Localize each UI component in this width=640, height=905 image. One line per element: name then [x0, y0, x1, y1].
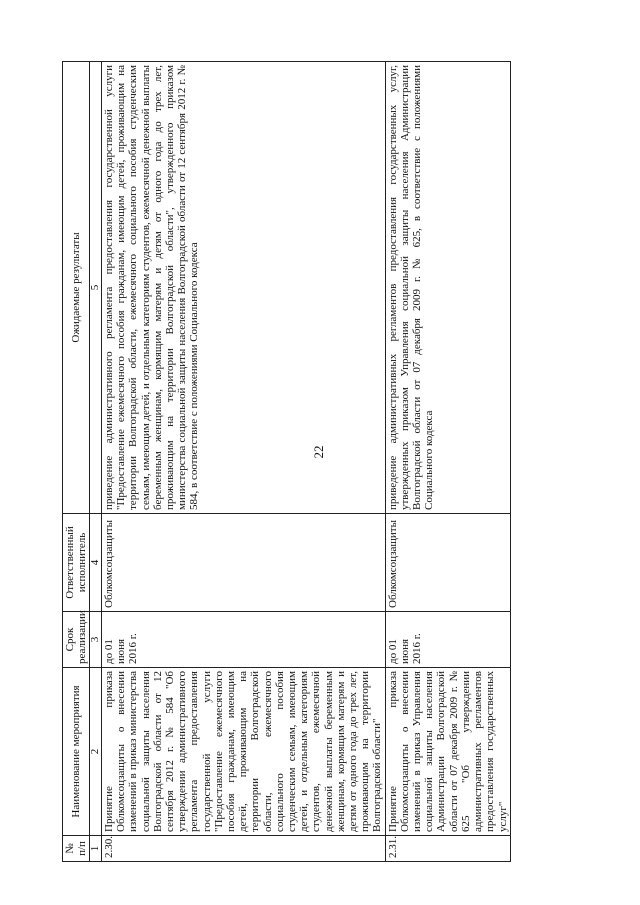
deadline: до 01 июня 2016 г.: [385, 612, 510, 668]
header-executor: Ответственный исполнитель: [63, 514, 90, 612]
measure-name: Принятие приказа Облкомсоцзащиты о внесении изменений в приказ Управления социальной защиты населения Администрации Волгоградской области от 07 декабря 2009 г. № 625 "Об утверждении административных регламентов предоставления государственных услуг": [385, 668, 510, 836]
column-number-row: [90, 62, 102, 862]
document-page: [62, 62, 562, 862]
deadline: до 01 июня 2016 г.: [102, 612, 386, 668]
column-number: 3: [90, 612, 102, 668]
header-deadline: Срок реализации: [63, 612, 90, 668]
table-row: [385, 62, 510, 862]
page-number: 22: [311, 445, 326, 459]
column-number: 2: [90, 668, 102, 836]
expected-result: приведение административного регламента предоставления государственной услуги "Предоставление ежемесячного пособия гражданам, имеющим детей, проживающим на территории Волгоградской области, ежемесячного социального пособия студенческим семьям, имеющим детей, и отдельным категориям студентов, ежемесячной денежной выплаты беременным женщинам, кормящим матерям и детям от одного года до трех лет, проживающим на территории Волгоградской области", утвержденного приказом министерства социальной защиты населения Волгоградской области от 12 сентября 2012 г. № 584, в соответствие с положениями Социального кодекса: [102, 62, 386, 514]
row-number: 2.30.: [102, 836, 386, 862]
measure-name: Принятие приказа Облкомсоцзащиты о внесении изменений в приказ министерства социальной защиты населения Волгоградской области от 12 сентября 2012 г. № 584 "Об утверждении административного регламента предоставления государственной услуги "Предоставление ежемесячного пособия гражданам, имеющим детей, проживающим на территории Волгоградской области, ежемесячного социального пособия студенческим семьям, имеющим детей, и отдельным категориям студентов, ежемесячной денежной выплаты беременным женщинам, кормящим матерям и детям от одного года до трех лет, проживающим на территории Волгоградской области": [102, 668, 386, 836]
expected-result: приведение административных регламентов предоставления государственных услуг, утвержденных приказом Управления социальной защиты населения Администрации Волгоградской области от 07 декабря 2009 г. № 625, в соответствие с положениями Социального кодекса: [385, 62, 510, 514]
row-number: 2.31.: [385, 836, 510, 862]
header-number: № п/п: [63, 836, 90, 862]
executor: Облкомсоцзащиты: [385, 514, 510, 612]
column-number: 5: [90, 62, 102, 514]
executor: Облкомсоцзащиты: [102, 514, 386, 612]
column-number: 4: [90, 514, 102, 612]
table-row: [102, 62, 386, 862]
table-header-row: [63, 62, 90, 862]
column-number: 1: [90, 836, 102, 862]
header-measure-name: Наименование мероприятия: [63, 668, 90, 836]
measures-table: [62, 61, 511, 862]
header-expected-results: Ожидаемые результаты: [63, 62, 90, 514]
